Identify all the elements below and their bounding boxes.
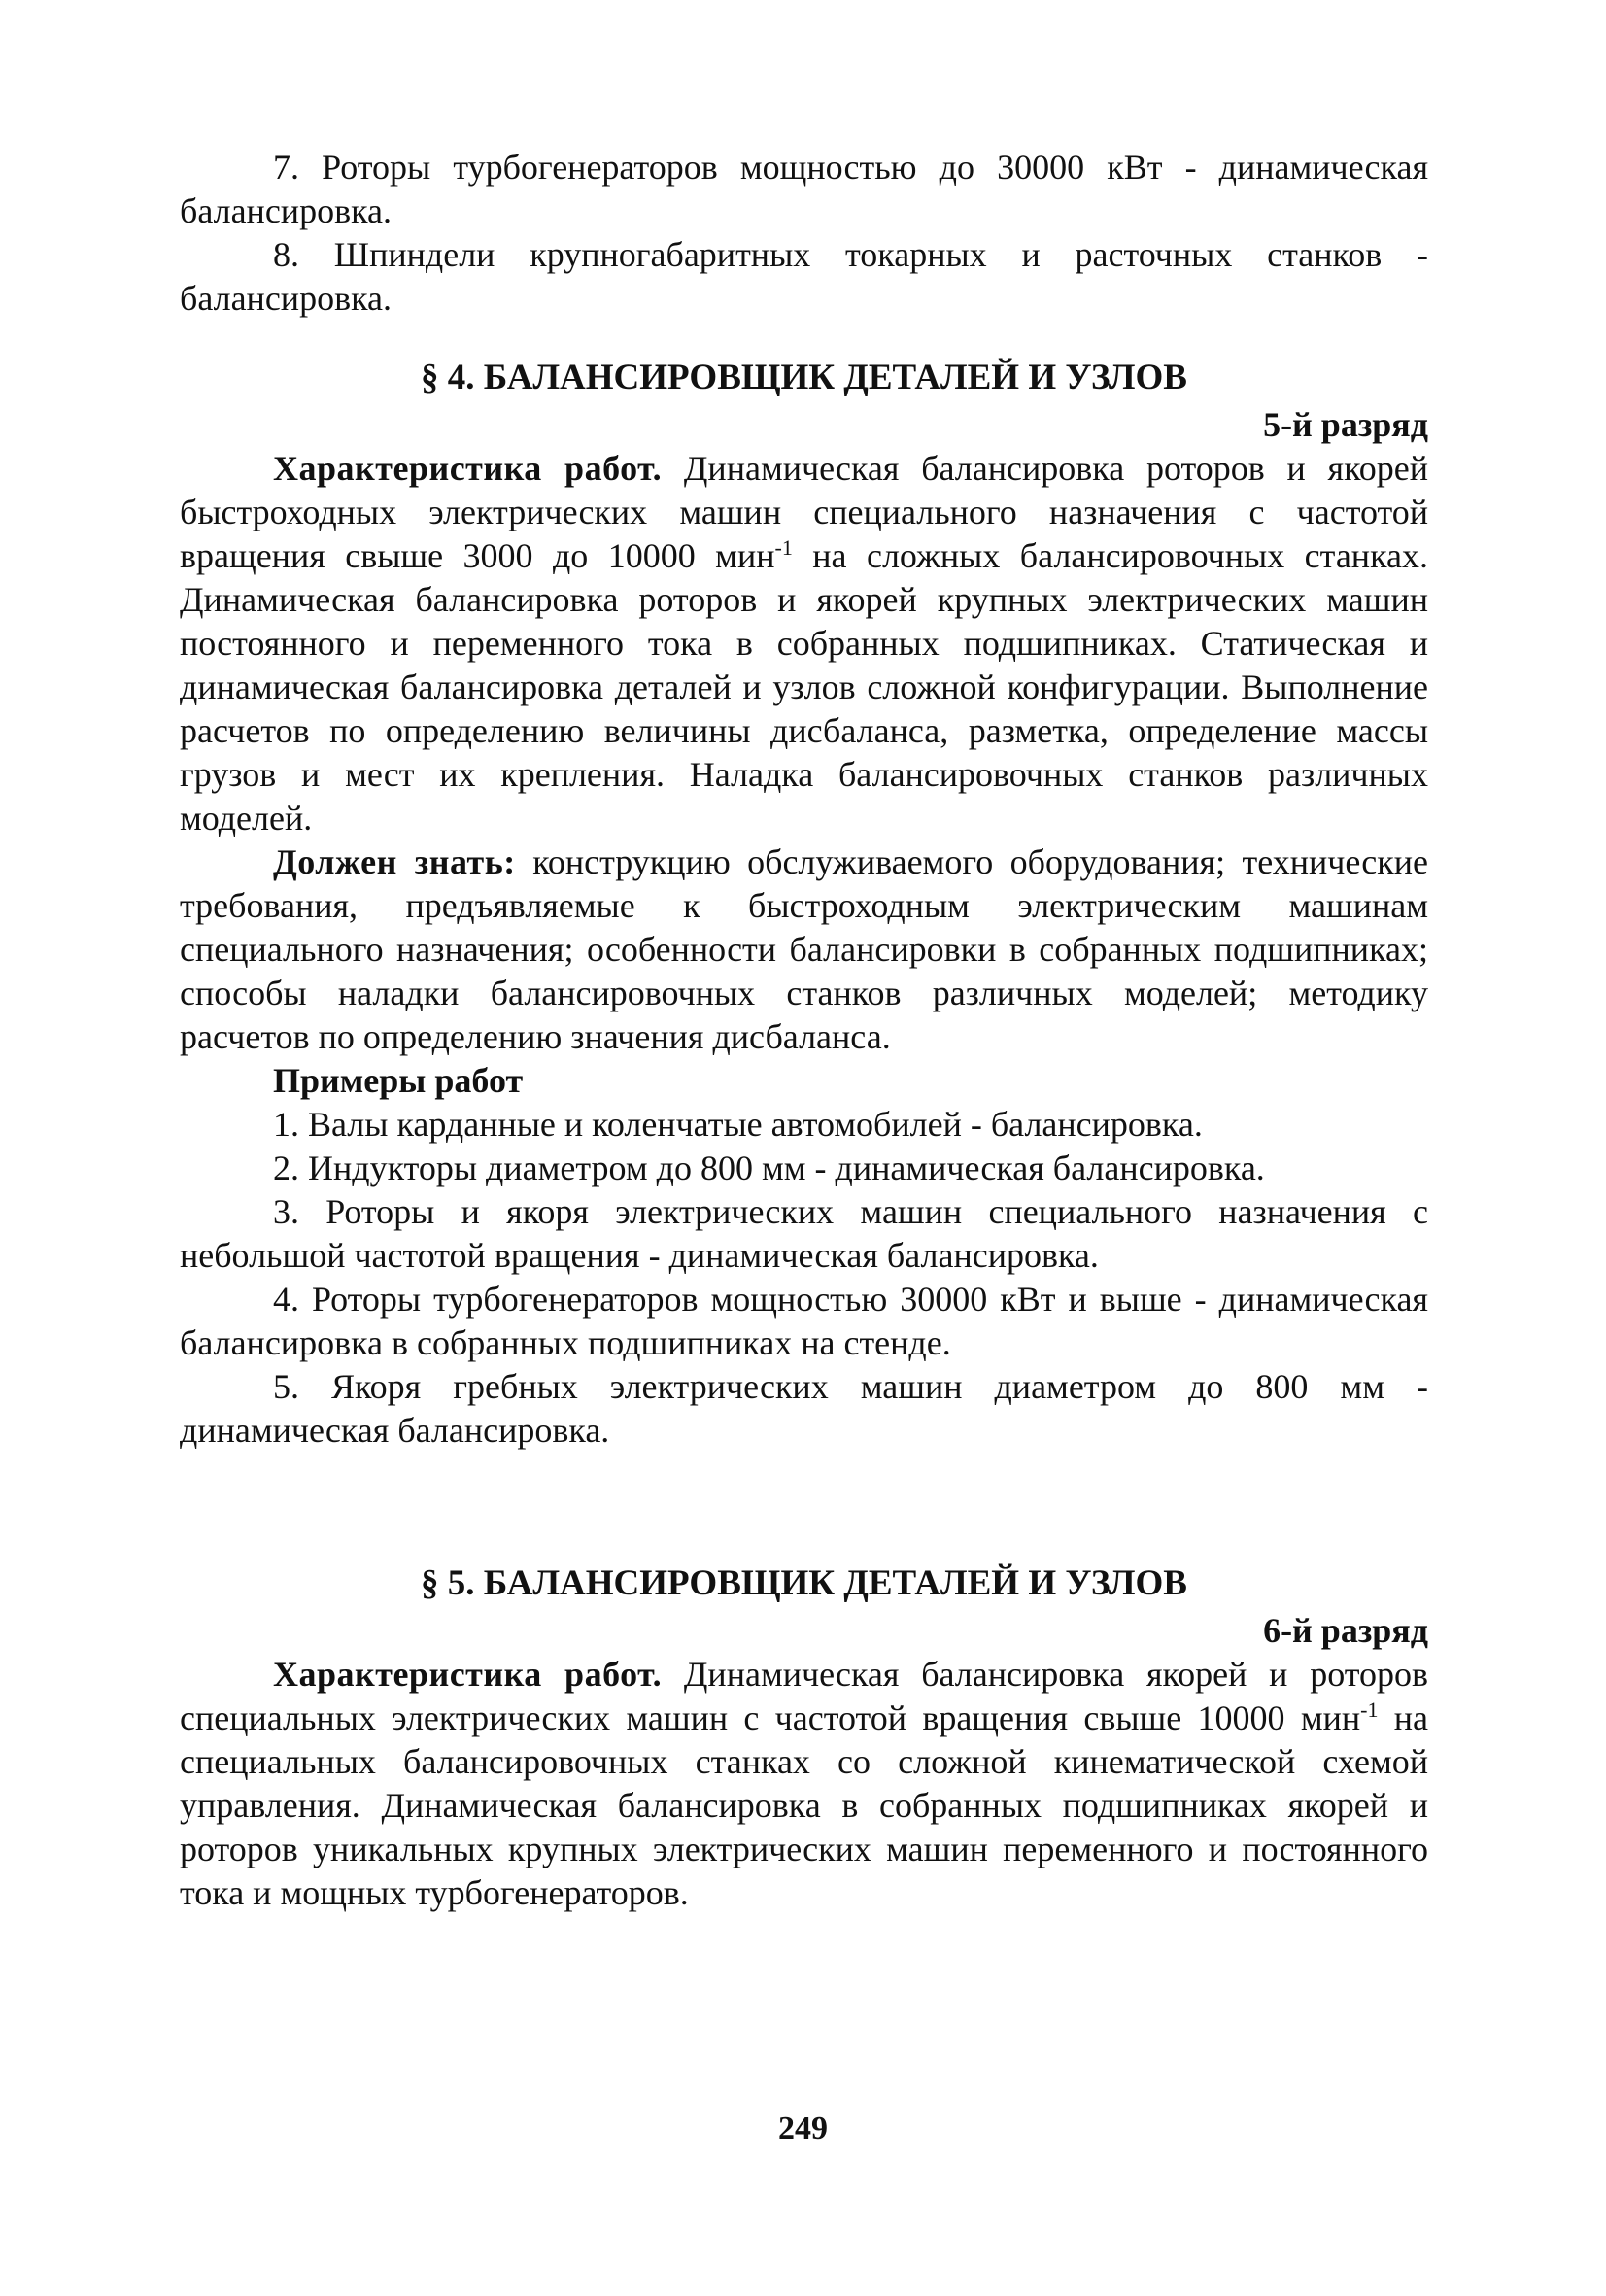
section-4-example-1: 1. Валы карданные и коленчатые автомобилей - балансировка. <box>273 1105 1203 1144</box>
section-5-grade: 6-й разряд <box>1263 1611 1428 1650</box>
section-4-must-know <box>180 840 1428 1059</box>
section-4-characteristics-sup: -1 <box>774 535 793 560</box>
section-5-characteristics-text-2: на специальных балансировочных станках со сложной кинематической схемой управления. Динамическая балансировка в собранных подшипниках якорей и роторов уникальных крупных электрических машин переменного и постоянного тока и мощных турбогенераторов. <box>180 1698 1428 1912</box>
section-4-characteristics-text-2: на сложных балансировочных станках. Динамическая балансировка роторов и якорей крупных электрических машин постоянного и переменного тока в собранных подшипниках. Статическая и динамическая балансировка деталей и узлов сложной конфигурации. Выполнение расчетов по определению величины дисбаланса, разметка, определение массы грузов и мест их крепления. Наладка балансировочных станков различных моделей. <box>180 536 1428 838</box>
section-5-characteristics-text-1: Динамическая балансировка якорей и роторов специальных электрических машин с частотой вращения свыше 10000 мин <box>180 1655 1428 1737</box>
page-number: 249 <box>778 2110 828 2146</box>
prev-example-8: 8. Шпиндели крупногабаритных токарных и расточных станков - балансировка. <box>180 235 1428 318</box>
section-4-characteristics-label: Характеристика работ. <box>273 449 663 488</box>
section-4-heading: § 4. БАЛАНСИРОВЩИК ДЕТАЛЕЙ И УЗЛОВ <box>421 358 1187 397</box>
section-5-characteristics-sup: -1 <box>1360 1697 1379 1722</box>
section-4-grade: 5-й разряд <box>1263 405 1428 444</box>
section-4-must-know-label: Должен знать: <box>273 842 516 881</box>
section-4-characteristics <box>180 447 1428 840</box>
section-4-examples-title: Примеры работ <box>273 1061 524 1100</box>
section-4-example-4: 4. Роторы турбогенераторов мощностью 30000 кВт и выше - динамическая балансировка в собранных подшипниках на стенде. <box>180 1280 1428 1362</box>
section-4-example-3: 3. Роторы и якоря электрических машин специального назначения с небольшой частотой вращения - динамическая балансировка. <box>180 1192 1428 1275</box>
section-5-heading: § 5. БАЛАНСИРОВЩИК ДЕТАЛЕЙ И УЗЛОВ <box>421 1563 1187 1603</box>
section-4-example-5: 5. Якоря гребных электрических машин диаметром до 800 мм - динамическая балансировка. <box>180 1367 1428 1450</box>
document-page <box>180 146 1428 1915</box>
section-5-characteristics-label: Характеристика работ. <box>273 1655 663 1694</box>
section-4-example-2: 2. Индукторы диаметром до 800 мм - динамическая балансировка. <box>273 1148 1265 1187</box>
section-4-must-know-text: конструкцию обслуживаемого оборудования; технические требования, предъявляемые к быстроходным электрическим машинам специального назначения; особенности балансировки в собранных подшипниках; способы наладки балансировочных станков различных моделей; методику расчетов по определению значения дисбаланса. <box>180 842 1428 1056</box>
section-5-characteristics <box>180 1653 1428 1915</box>
section-4-characteristics-text-1: Динамическая балансировка роторов и якорей быстроходных электрических машин специального назначения с частотой вращения свыше 3000 до 10000 мин <box>180 449 1428 575</box>
prev-example-7: 7. Роторы турбогенераторов мощностью до 30000 кВт - динамическая балансировка. <box>180 148 1428 230</box>
